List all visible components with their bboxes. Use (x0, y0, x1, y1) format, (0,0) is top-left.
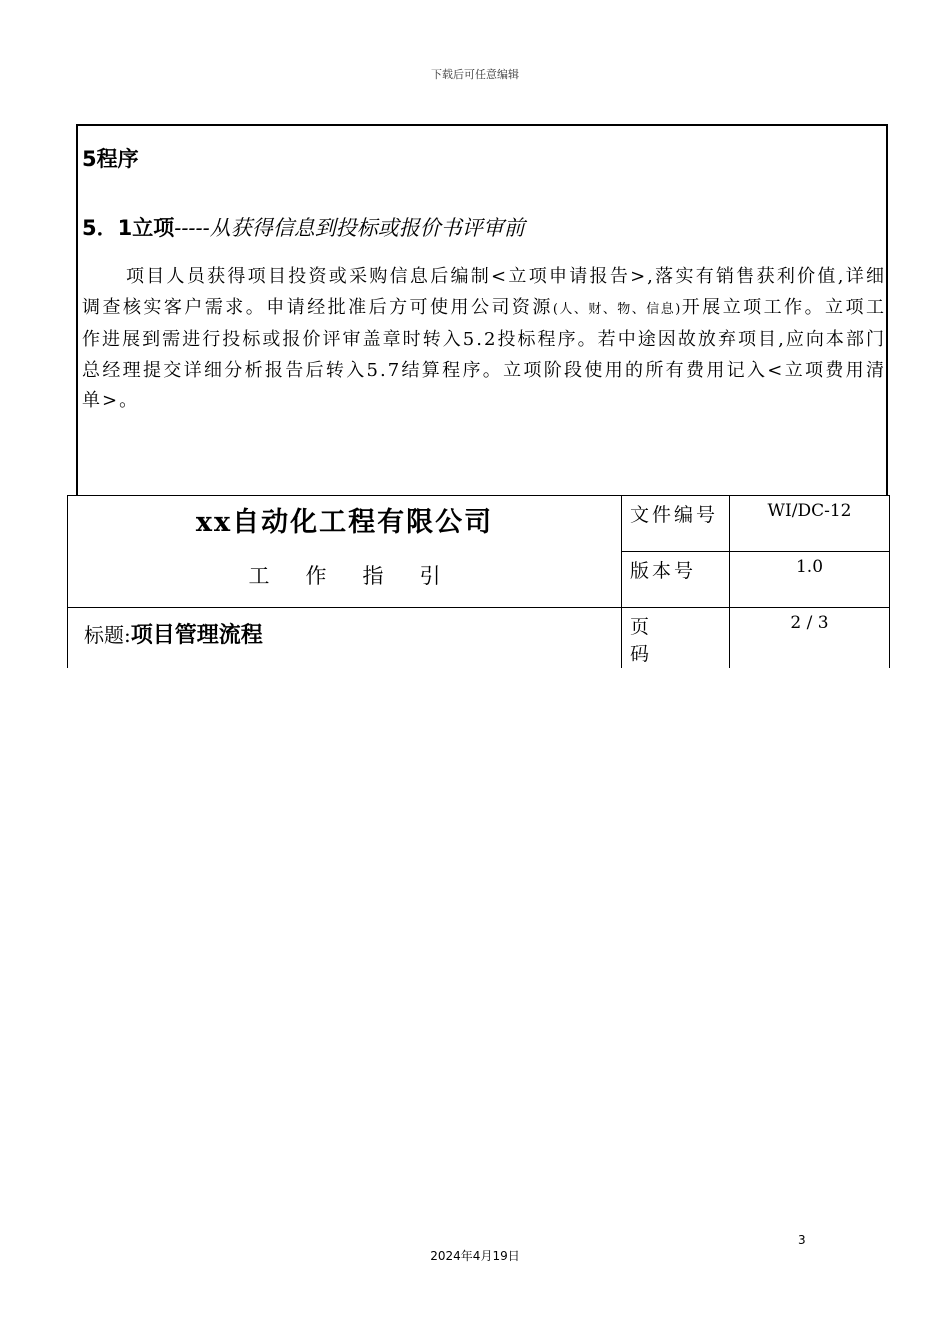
subsection-description: 从获得信息到投标或报价书评审前 (209, 216, 525, 240)
page-label: 页码 (622, 608, 730, 669)
section-title: 5程序 (82, 147, 139, 171)
document-title-cell (68, 608, 622, 669)
page-value: 2 / 3 (730, 608, 890, 669)
version-label: 版本号 (622, 552, 730, 608)
body-paragraph (82, 262, 886, 417)
paragraph-part-1: 项目人员获得项目投资或采购信息后编制<立项申请报告>,落实有销售获利价值,详细调查核实客户需求。申请经批准后方可使用公司资源 (82, 266, 886, 318)
subsection-number: 5．1立项 (82, 216, 175, 240)
footer-date: 2024年4月19日 (430, 1249, 520, 1263)
paragraph-part-3: 开展立项工作。立项工作进展到需进行投标或报价评审盖章时转入5.2投标程序。若中途因故放弃项目,应向本部门总经理提交详细分析报告后转入5.7结算程序。立项阶段使用的所有费用记入<立项费用清单>。 (82, 296, 887, 411)
paragraph-resources-note: (人、财、物、信息) (552, 301, 682, 317)
header-note: 下载后可任意编辑 (431, 68, 519, 81)
doc-no-label: 文件编号 (622, 496, 730, 552)
company-cell (68, 496, 622, 608)
document-title: 项目管理流程 (130, 623, 263, 648)
title-prefix: 标题: (84, 623, 131, 647)
work-guide-subtitle: 工作指引 (248, 564, 477, 588)
doc-no-value: WI/DC-12 (730, 496, 890, 552)
document-info-table (67, 495, 890, 668)
subsection-title (82, 212, 525, 242)
procedure-section (76, 124, 888, 496)
subsection-dashes: ----- (174, 216, 210, 240)
company-name: xx自动化工程有限公司 (195, 507, 494, 538)
page-number: 3 (798, 1233, 806, 1247)
version-value: 1.0 (730, 552, 890, 608)
